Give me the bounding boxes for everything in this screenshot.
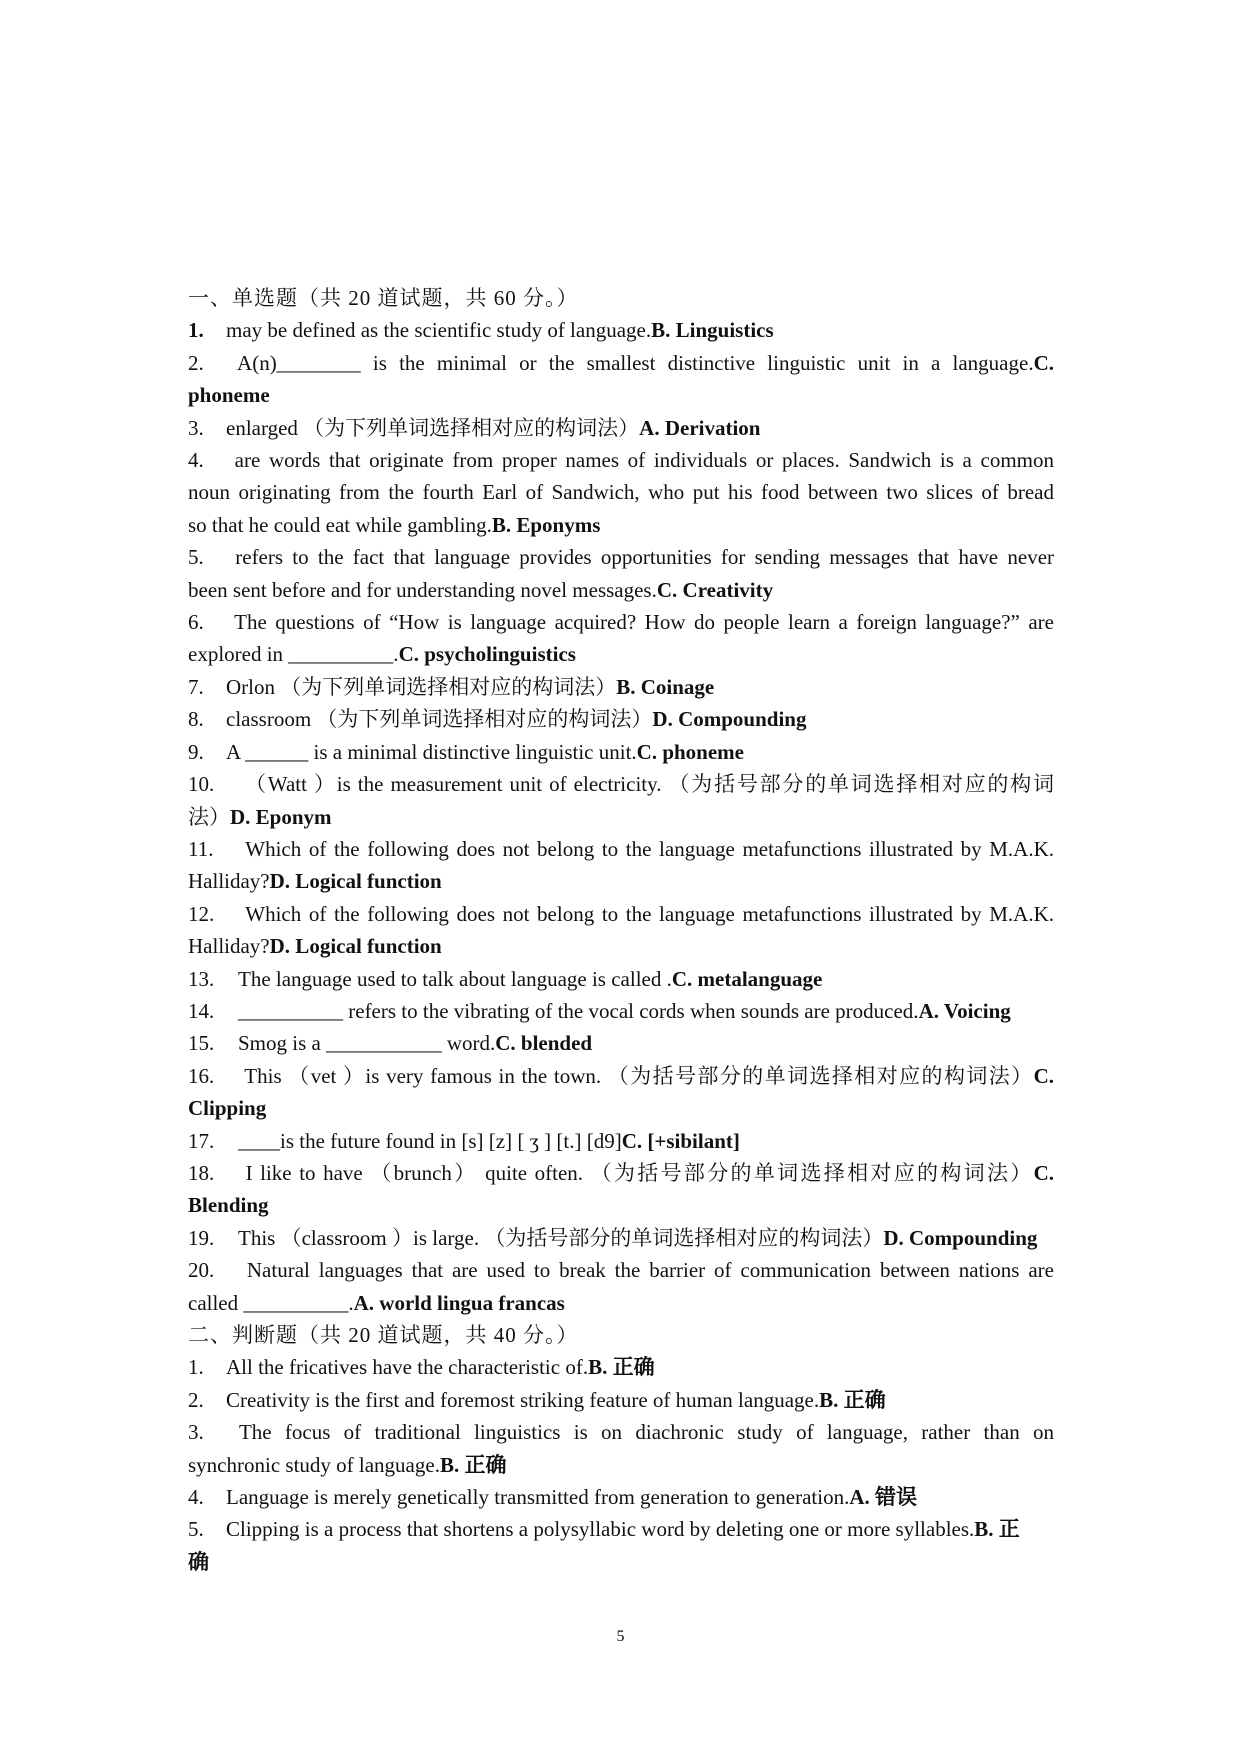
answer: D. Eponym	[230, 804, 332, 829]
answer: B. 正确	[588, 1355, 655, 1380]
question-8: 8. classroom （为下列单词选择相对应的构词法）D. Compounding	[188, 707, 807, 732]
answer-continued: Clipping	[188, 1096, 267, 1121]
answer: D. Logical function	[269, 934, 442, 959]
answer: B. 正	[974, 1517, 1020, 1542]
question-2: 2. A(n)________ is the minimal or the smallest distinctive linguistic unit in a language.C.	[188, 350, 1054, 375]
answer: D. Compounding	[883, 1225, 1038, 1250]
question-20: 20. Natural languages that are used to break the barrier of communication between nations are	[188, 1258, 1054, 1283]
question-11: 11. Which of the following does not belong to the language metafunctions illustrated by M.A.K.	[188, 836, 1054, 861]
section-heading-single-choice: 一、单选题（共 20 道试题，共 60 分。）	[188, 286, 579, 310]
answer: B. 正确	[439, 1452, 507, 1477]
exam-content	[188, 282, 1054, 1578]
question-4-line-2: noun originating from the fourth Earl of Sandwich, who put his food between two slices of bread	[188, 480, 1054, 505]
answer: A. Voicing	[918, 998, 1011, 1023]
answer: C.	[1033, 350, 1054, 375]
question-18: 18. I like to have （brunch） quite often. （为括号部分的单词选择相对应的构词法）C.	[188, 1160, 1055, 1185]
tf-question-5: 5. Clipping is a process that shortens a polysyllabic word by deleting one or more syllables.B. 正	[188, 1517, 1020, 1542]
question-4-line-3: so that he could eat while gambling.B. Eponyms	[188, 512, 601, 537]
answer: C. [+sibilant]	[621, 1128, 740, 1153]
question-15: 15. Smog is a ___________ word.C. blended	[188, 1031, 593, 1056]
tf-question-3-line-2: synchronic study of language.B. 正确	[188, 1452, 507, 1477]
question-6-line-2: explored in __________.C. psycholinguistics	[188, 642, 576, 667]
question-5-line-2: been sent before and for understanding novel messages.C. Creativity	[188, 577, 774, 602]
question-16: 16. This （vet ）is very famous in the town. （为括号部分的单词选择相对应的构词法）C.	[188, 1063, 1055, 1088]
question-7: 7. Orlon （为下列单词选择相对应的构词法）B. Coinage	[188, 674, 715, 699]
question-13: 13. The language used to talk about language is called .C. metalanguage	[188, 966, 823, 991]
answer: B. 正确	[819, 1387, 886, 1412]
question-11-line-2: Halliday?D. Logical function	[188, 869, 442, 894]
answer-continued: 确	[188, 1549, 209, 1574]
answer: B. Coinage	[616, 674, 715, 699]
answer: C. psycholinguistics	[398, 642, 576, 667]
answer: A. world lingua francas	[353, 1290, 565, 1315]
question-10-line-2: 法）D. Eponym	[188, 804, 332, 829]
answer: C. metalanguage	[671, 966, 823, 991]
answer: C. Creativity	[656, 577, 774, 602]
answer: D. Logical function	[269, 869, 442, 894]
answer: B. Eponyms	[491, 512, 601, 537]
question-19: 19. This （classroom ）is large. （为括号部分的单词选择相对应的构词法）D. Compounding	[188, 1225, 1038, 1250]
question-14: 14. __________ refers to the vibrating of the vocal cords when sounds are produced.A. Voicing	[188, 998, 1011, 1023]
question-10: 10. （Watt ）is the measurement unit of electricity. （为括号部分的单词选择相对应的构词	[188, 772, 1054, 797]
question-20-line-2: called __________.A. world lingua francas	[188, 1290, 565, 1315]
section-heading-true-false: 二、判断题（共 20 道试题，共 40 分。）	[188, 1323, 579, 1347]
tf-question-4: 4. Language is merely genetically transmitted from generation to generation.A. 错误	[188, 1485, 918, 1510]
answer: B. Linguistics	[651, 318, 774, 343]
question-5: 5. refers to the fact that language provides opportunities for sending messages that have never	[188, 545, 1055, 570]
answer: A. 错误	[849, 1485, 918, 1510]
tf-question-1: 1. All the fricatives have the characteristic of.B. 正确	[188, 1355, 655, 1380]
answer: C. phoneme	[636, 739, 744, 764]
tf-question-3: 3. The focus of traditional linguistics is on diachronic study of language, rather than on	[188, 1420, 1054, 1445]
answer: C.	[1033, 1160, 1055, 1185]
question-12-line-2: Halliday?D. Logical function	[188, 934, 442, 959]
question-17: 17. ____is the future found in [s] [z] [ ʒ ] [t.] [d9]C. [+sibilant]	[188, 1128, 740, 1153]
question-9: 9. A ______ is a minimal distinctive linguistic unit.C. phoneme	[188, 739, 744, 764]
answer: D. Compounding	[652, 707, 807, 732]
question-3: 3. enlarged （为下列单词选择相对应的构词法）A. Derivation	[188, 415, 761, 440]
answer: C.	[1033, 1063, 1055, 1088]
question-12: 12. Which of the following does not belong to the language metafunctions illustrated by M.A.K.	[188, 901, 1054, 926]
page-number: 5	[616, 1628, 625, 1645]
answer-continued: phoneme	[188, 383, 270, 408]
question-6: 6. The questions of “How is language acquired? How do people learn a foreign language?” are	[188, 610, 1054, 635]
answer: C. blended	[495, 1031, 593, 1056]
answer-continued: Blending	[188, 1193, 269, 1218]
question-1: 1. may be defined as the scientific study of language.B. Linguistics	[188, 318, 774, 343]
answer: A. Derivation	[639, 415, 761, 440]
tf-question-2: 2. Creativity is the first and foremost striking feature of human language.B. 正确	[188, 1387, 886, 1412]
question-4: 4. are words that originate from proper names of individuals or places. Sandwich is a common	[188, 448, 1055, 473]
